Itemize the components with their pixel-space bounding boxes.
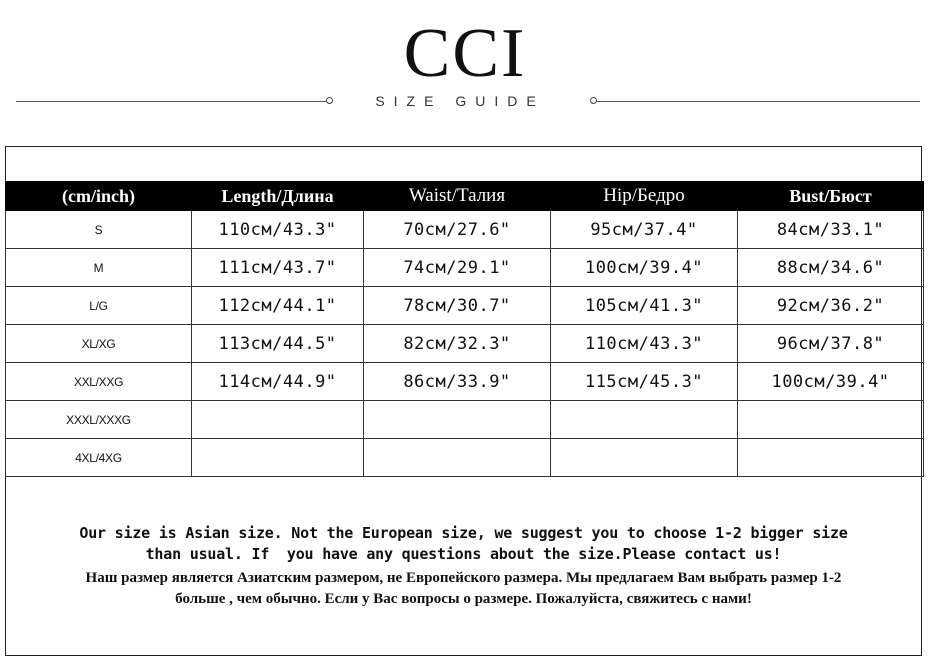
- length-cell: 113см/44.5": [192, 325, 364, 363]
- table-row: [6, 325, 924, 363]
- waist-cell: [364, 401, 551, 439]
- hip-cell: [551, 439, 738, 477]
- length-cell: 111см/43.7": [192, 249, 364, 287]
- bust-cell: 88см/34.6": [738, 249, 924, 287]
- russian-note-line2: больше , чем обычно. Если у Вас вопросы о размере. Пожалуйста, свяжитесь с нами!: [175, 591, 752, 607]
- hip-cell: 100см/39.4": [551, 249, 738, 287]
- bust-cell: 100см/39.4": [738, 363, 924, 401]
- waist-cell: [364, 439, 551, 477]
- russian-note: [5, 568, 922, 610]
- waist-cell: 70см/27.6": [364, 211, 551, 249]
- english-note-line2: than usual. If you have any questions about the size.Please contact us!: [145, 545, 782, 563]
- brand-logo-text: CCI: [403, 15, 527, 92]
- header-unit: (cm/inch): [6, 182, 192, 211]
- header-hip: Hip/Бедро: [551, 182, 738, 211]
- header-bust: Bust/Бюст: [738, 182, 924, 211]
- waist-cell: 86см/33.9": [364, 363, 551, 401]
- russian-note-line1: Наш размер является Азиатским размером, не Европейского размера. Мы предлагаем Вам выбрать размер 1-2: [85, 570, 842, 586]
- size-cell: 4XL/4XG: [6, 439, 192, 477]
- waist-cell: 78см/30.7": [364, 287, 551, 325]
- size-cell: XL/XG: [6, 325, 192, 363]
- divider-dot-left: [326, 97, 333, 104]
- size-cell: S: [6, 211, 192, 249]
- waist-cell: 82см/32.3": [364, 325, 551, 363]
- size-cell: L/G: [6, 287, 192, 325]
- table-row: [6, 363, 924, 401]
- size-table: [5, 181, 924, 477]
- bust-cell: [738, 401, 924, 439]
- bust-cell: 92см/36.2": [738, 287, 924, 325]
- table-row: [6, 401, 924, 439]
- bust-cell: 96см/37.8": [738, 325, 924, 363]
- size-cell: XXL/XXG: [6, 363, 192, 401]
- size-cell: XXXL/XXXG: [6, 401, 192, 439]
- hip-cell: 115см/45.3": [551, 363, 738, 401]
- table-row: [6, 287, 924, 325]
- header-length: Length/Длина: [192, 182, 364, 211]
- bust-cell: [738, 439, 924, 477]
- english-note-line1: Our size is Asian size. Not the European size, we suggest you to choose 1-2 bigger size: [79, 524, 848, 542]
- english-note: [5, 523, 922, 565]
- hip-cell: 105см/41.3": [551, 287, 738, 325]
- header-row: [6, 182, 924, 211]
- table-row: [6, 211, 924, 249]
- length-cell: 114см/44.9": [192, 363, 364, 401]
- divider-left: [16, 101, 328, 102]
- length-cell: 110см/43.3": [192, 211, 364, 249]
- length-cell: [192, 401, 364, 439]
- hip-cell: [551, 401, 738, 439]
- table-row: [6, 439, 924, 477]
- size-guide-subtitle: SIZE GUIDE: [375, 93, 545, 109]
- header-waist: Waist/Талия: [364, 182, 551, 211]
- length-cell: [192, 439, 364, 477]
- size-cell: M: [6, 249, 192, 287]
- bust-cell: 84см/33.1": [738, 211, 924, 249]
- hip-cell: 110см/43.3": [551, 325, 738, 363]
- table-row: [6, 249, 924, 287]
- waist-cell: 74см/29.1": [364, 249, 551, 287]
- hip-cell: 95см/37.4": [551, 211, 738, 249]
- length-cell: 112см/44.1": [192, 287, 364, 325]
- divider-right: [596, 101, 920, 102]
